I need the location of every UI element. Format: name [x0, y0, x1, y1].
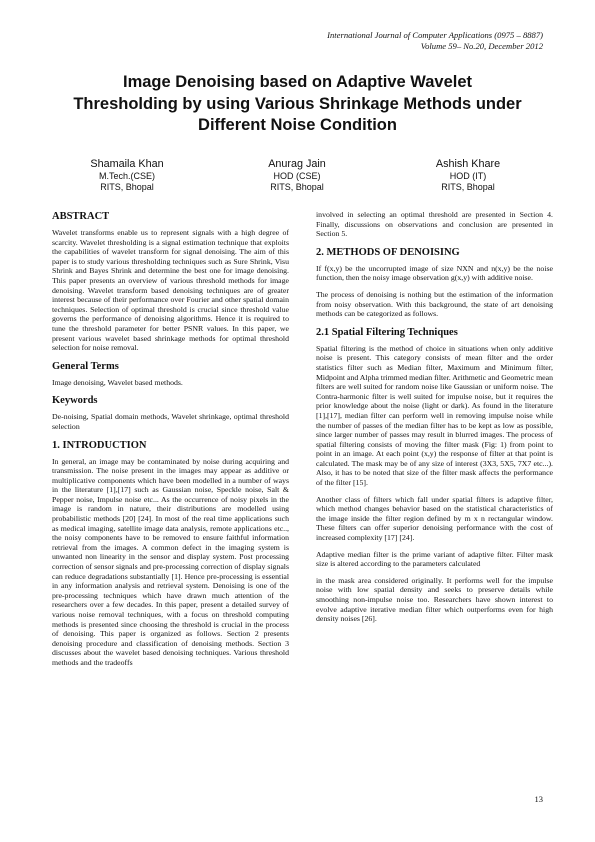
spatial-paragraph-3: Adaptive median filter is the prime variant of adaptive filter. Filter mask size is altered according to the parameters calculated	[316, 549, 553, 569]
author-name: Ashish Khare	[435, 158, 501, 170]
page-number: 13	[534, 794, 543, 804]
spatial-paragraph-1: Spatial filtering is the method of choice in situations when only additive noise is present. This category consists of mean filter and the order statistics filter such as Median filter, Maximum and Minimum filter, Midpoint and Alpha trimmed median filter. Arithmetic and Geometric mean filters are well suited for random noise like Gaussian or uniform noise. The Contra-harmonic filter is well suited for impulse noise, but it requires the prior knowledge about the noise (light or dark). As found in the literature [1],[17], median filter can perform well in removing impulse noise while the number of passes of the median filter has to be kept as low as possible, since larger number of passes may result in blurred images. The process of spatial filtering consists of moving the filter mask (Fig: 1) from point to point in an image. At each point (x,y) the response of filter at that point is calculated. The mask may be of any size of interest (3X3, 5X5, 7X7 etc...). Also, it has to be noted that size of the filter mask affects the performance of the filter [15].	[316, 343, 553, 488]
author-position: M.Tech.(CSE)	[98, 171, 155, 181]
right-column	[316, 210, 553, 631]
author-name: Anurag Jain	[268, 158, 326, 170]
journal-name: International Journal of Computer Applications (0975 – 8887)	[327, 30, 543, 40]
author-1	[52, 158, 202, 193]
abstract-heading: ABSTRACT	[52, 211, 110, 222]
author-block	[52, 158, 543, 198]
introduction-text: In general, an image may be contaminated by noise during acquiring and transmission. The noise present in the images may appear as additive or multiplicative components which have been modelled in a number of ways in the literature [1],[17] such as Gaussian noise, Speckle noise, Salt & Pepper noise, Impulse noise etc... As the occurrence of noisy pixels in the image is random in nature, their distributions are modelled using probabilistic methods [20] [24]. In most of the real time applications such as medical imaging, satellite image data analysis, remote applications etc.., the noisy components have to be removed to ensure faithful information retrieval from the images. A common defect in the imaging system is unwanted non linearity in the sensor and display system. Post processing correction of sensor signals and pre-processing correction of display signals can reduce degradations substantially [1]. Hence pre-processing is essential in any information analysis and retrieval system. Denoising is one of the pre-processing techniques which have drawn much attention of the researchers over a few decades. In this paper, present a detailed survey of various noise removal techniques, with a focus on threshold computing methods is presented since choosing the threshold is crucial in the process of denoising. This paper is organized as follows. Section 2 presents denoising procedure and classification of denoising methods. Section 3 discusses about the wavelet based denoising techniques. Various threshold methods and the tradeoffs	[52, 456, 289, 667]
general-terms-heading: General Terms	[52, 360, 119, 372]
paper-title: Image Denoising based on Adaptive Wavelet Thresholding by using Various Shrinkage Methods under Different Noise Condition	[73, 73, 522, 134]
spatial-filtering-heading: 2.1 Spatial Filtering Techniques	[316, 326, 458, 338]
author-affiliation: RITS, Bhopal	[270, 182, 324, 192]
general-terms-text: Image denoising, Wavelet based methods.	[52, 377, 183, 387]
keywords-heading: Keywords	[52, 395, 98, 407]
left-column	[52, 210, 289, 675]
introduction-continued: involved in selecting an optimal threshold are presented in Section 4. Finally, discussions on observations and conclusion are presented in Section 5.	[316, 210, 553, 239]
author-position: HOD (IT)	[449, 171, 487, 181]
author-position: HOD (CSE)	[273, 171, 321, 181]
methods-paragraph-2: The process of denoising is nothing but the estimation of the information from noisy observation. With this background, the state of art denoising methods can be categorized as follows.	[316, 289, 553, 319]
methods-heading: 2. METHODS OF DENOISING	[316, 246, 460, 258]
journal-volume: Volume 59– No.20, December 2012	[420, 40, 543, 51]
author-name: Shamaila Khan	[90, 158, 164, 170]
introduction-heading: 1. INTRODUCTION	[52, 439, 147, 451]
keywords-text: De-noising, Spatial domain methods, Wavelet shrinkage, optimal threshold selection	[52, 412, 289, 431]
abstract-text: Wavelet transforms enable us to represent signals with a high degree of scarcity. Wavelet thresholding is a signal estimation technique that exploits the capabilities of wavelet transform for signal denoising. The aim of this paper is to study various thresholding techniques such as Sure Shrink, Visu Shrink and Bayes Shrink and determine the best one for image denoising. This paper presents an overview of various threshold methods for image denoising. Wavelet transform based denoising techniques are of greater interest because of their performance over Fourier and other spatial domain techniques. Selection of optimal threshold is crucial since threshold value governs the performance of denoising algorithms. Hence it is required to tune the threshold parameter for better PSNR values. In this paper, we present various wavelet based shrinkage methods for optimal threshold selection for noise removal.	[52, 228, 289, 353]
author-affiliation: RITS, Bhopal	[100, 182, 154, 192]
spatial-paragraph-2: Another class of filters which fall under spatial filters is adaptive filter, which method changes behavior based on the statistical characteristics of the image inside the filter region defined by m x n rectangular window. These filters can offer superior denoising performance with the cost of increased complexity [17] [24].	[316, 494, 553, 543]
author-3	[393, 158, 543, 193]
author-2	[222, 158, 372, 193]
author-affiliation: RITS, Bhopal	[441, 182, 495, 192]
journal-header	[327, 30, 543, 51]
spatial-paragraph-4: in the mask area considered originally. It performs well for the impulse noise with low spatial density and seeks to preserve details while smoothing non-impulse noise too. Researchers have shown interest to evolve adaptive iterative median filter which outperforms even for high density noises [26].	[316, 575, 553, 624]
methods-paragraph-1: If f(x,y) be the uncorrupted image of size NXN and n(x,y) be the noise function, then the noisy image observation g(x,y) with additive noise.	[316, 263, 553, 283]
